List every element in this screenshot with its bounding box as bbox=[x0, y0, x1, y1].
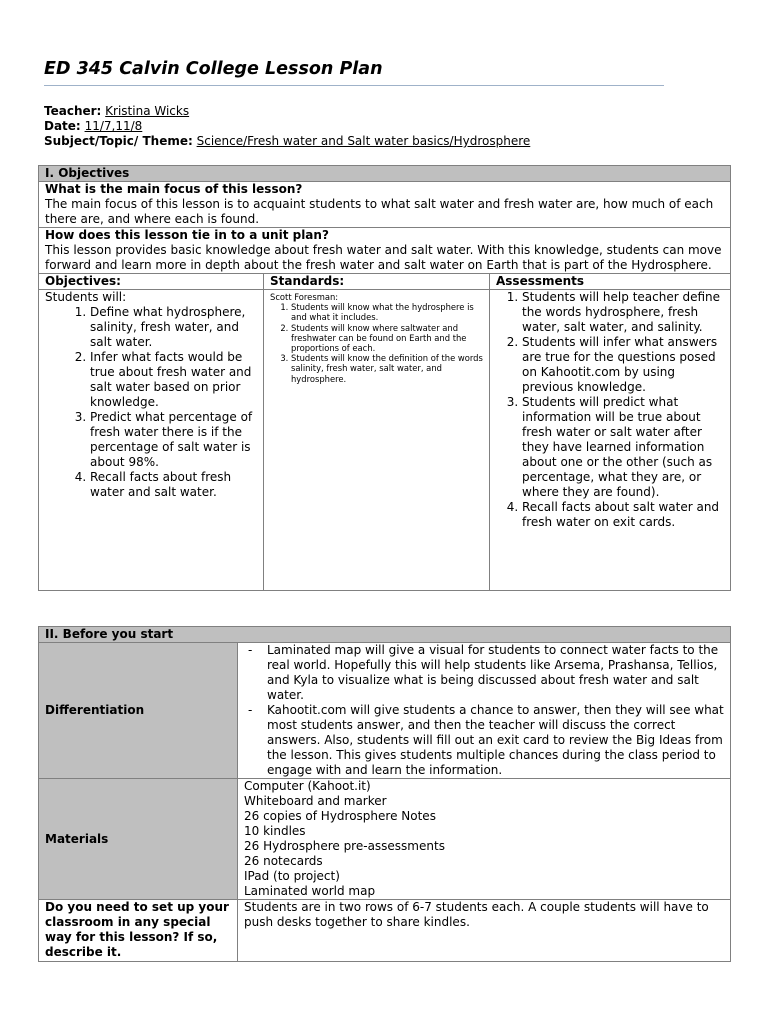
date-value: 11/7,11/8 bbox=[84, 119, 143, 133]
setup-label: Do you need to set up your classroom in any special way for this lesson? If so, describe it. bbox=[39, 900, 238, 962]
assessments-list bbox=[496, 290, 724, 530]
unit-plan-question: How does this lesson tie in to a unit plan? bbox=[45, 228, 329, 242]
material-item: 10 kindles bbox=[244, 824, 306, 838]
standards-cell bbox=[264, 290, 490, 591]
objective-item: 4. Recall facts about fresh water and salt water. bbox=[90, 470, 257, 500]
objective-item: 3. Predict what percentage of fresh water there is if the percentage of salt water is about 98%. bbox=[90, 410, 257, 470]
setup-cell: Students are in two rows of 6-7 students each. A couple students will have to push desks together to share kindles. bbox=[238, 900, 731, 962]
objectives-intro: Students will: bbox=[45, 290, 127, 304]
differentiation-item: - Laminated map will give a visual for students to connect water facts to the real world. Hopefully this will help students like Arsema, Prashansa, Tellios, and Kyla to visualize what is being discussed about fresh water and salt water. bbox=[244, 643, 724, 703]
differentiation-item: - Kahootit.com will give students a chance to answer, then they will see what most students answer, and then the teacher will discuss the correct answers. Also, students will fill out an exit card to review the Big Ideas from the lesson. This gives students multiple chances during the class period to engage with and learn the information. bbox=[244, 703, 724, 778]
objectives-column-header: Objectives: bbox=[39, 274, 264, 290]
objectives-list bbox=[45, 305, 257, 500]
material-item: 26 Hydrosphere pre-assessments bbox=[244, 839, 445, 853]
unit-plan-answer: This lesson provides basic knowledge about fresh water and salt water. With this knowledge, students can move forward and learn more in depth about the fresh water and salt water on Earth that is part of the Hydrosphere. bbox=[45, 243, 722, 272]
differentiation-cell bbox=[238, 643, 731, 779]
assessments-column-header: Assessments bbox=[490, 274, 731, 290]
materials-label: Materials bbox=[39, 779, 238, 900]
differentiation-label: Differentiation bbox=[39, 643, 238, 779]
material-item: 26 copies of Hydrosphere Notes bbox=[244, 809, 436, 823]
standards-intro: Scott Foresman: bbox=[270, 292, 339, 302]
teacher-line bbox=[44, 104, 189, 119]
standard-item: 1. Students will know what the hydrosphere is and what it includes. bbox=[291, 302, 483, 322]
teacher-label: Teacher: bbox=[44, 104, 102, 118]
unit-plan-cell bbox=[39, 228, 731, 274]
date-line bbox=[44, 119, 142, 134]
differentiation-list bbox=[244, 643, 724, 778]
assessment-item: 2. Students will infer what answers are true for the questions posed on Kahootit.com by using previous knowledge. bbox=[522, 335, 724, 395]
focus-cell bbox=[39, 182, 731, 228]
standard-item: 2. Students will know where saltwater and freshwater can be found on Earth and the proportions of each. bbox=[291, 323, 483, 354]
objective-item: 2. Infer what facts would be true about fresh water and salt water based on prior knowledge. bbox=[90, 350, 257, 410]
objective-item: 1. Define what hydrosphere, salinity, fresh water, and salt water. bbox=[90, 305, 257, 350]
assessments-cell bbox=[490, 290, 731, 591]
teacher-name: Kristina Wicks bbox=[105, 104, 190, 118]
focus-question: What is the main focus of this lesson? bbox=[45, 182, 303, 196]
objectives-heading: I. Objectives bbox=[39, 166, 731, 182]
standards-column-header: Standards: bbox=[264, 274, 490, 290]
standard-item: 3. Students will know the definition of the words salinity, fresh water, salt water, and hydrosphere. bbox=[291, 353, 483, 384]
before-heading: II. Before you start bbox=[39, 627, 731, 643]
date-label: Date: bbox=[44, 119, 81, 133]
material-item: Computer (Kahoot.it) bbox=[244, 779, 371, 793]
focus-answer: The main focus of this lesson is to acquaint students to what salt water and fresh water are, how much of each there are, and where each is found. bbox=[45, 197, 714, 226]
assessment-item: 4. Recall facts about salt water and fresh water on exit cards. bbox=[522, 500, 724, 530]
subject-value: Science/Fresh water and Salt water basics/Hydrosphere bbox=[196, 134, 531, 148]
subject-label: Subject/Topic/ Theme: bbox=[44, 134, 193, 148]
material-item: Laminated world map bbox=[244, 884, 376, 898]
material-item: Whiteboard and marker bbox=[244, 794, 387, 808]
assessment-item: 1. Students will help teacher define the words hydrosphere, fresh water, salt water, and salinity. bbox=[522, 290, 724, 335]
title-underline bbox=[44, 85, 664, 86]
objectives-table bbox=[38, 165, 731, 591]
before-you-start-table bbox=[38, 626, 731, 962]
assessment-item: 3. Students will predict what information will be true about fresh water or salt water after they have learned information about one or the other (such as percentage, what they are, or where they are found). bbox=[522, 395, 724, 500]
material-item: 26 notecards bbox=[244, 854, 323, 868]
material-item: IPad (to project) bbox=[244, 869, 340, 883]
standards-list bbox=[270, 302, 483, 384]
page-title: ED 345 Calvin College Lesson Plan bbox=[44, 59, 383, 79]
objectives-cell bbox=[39, 290, 264, 591]
materials-cell bbox=[238, 779, 731, 900]
subject-line bbox=[44, 134, 530, 149]
